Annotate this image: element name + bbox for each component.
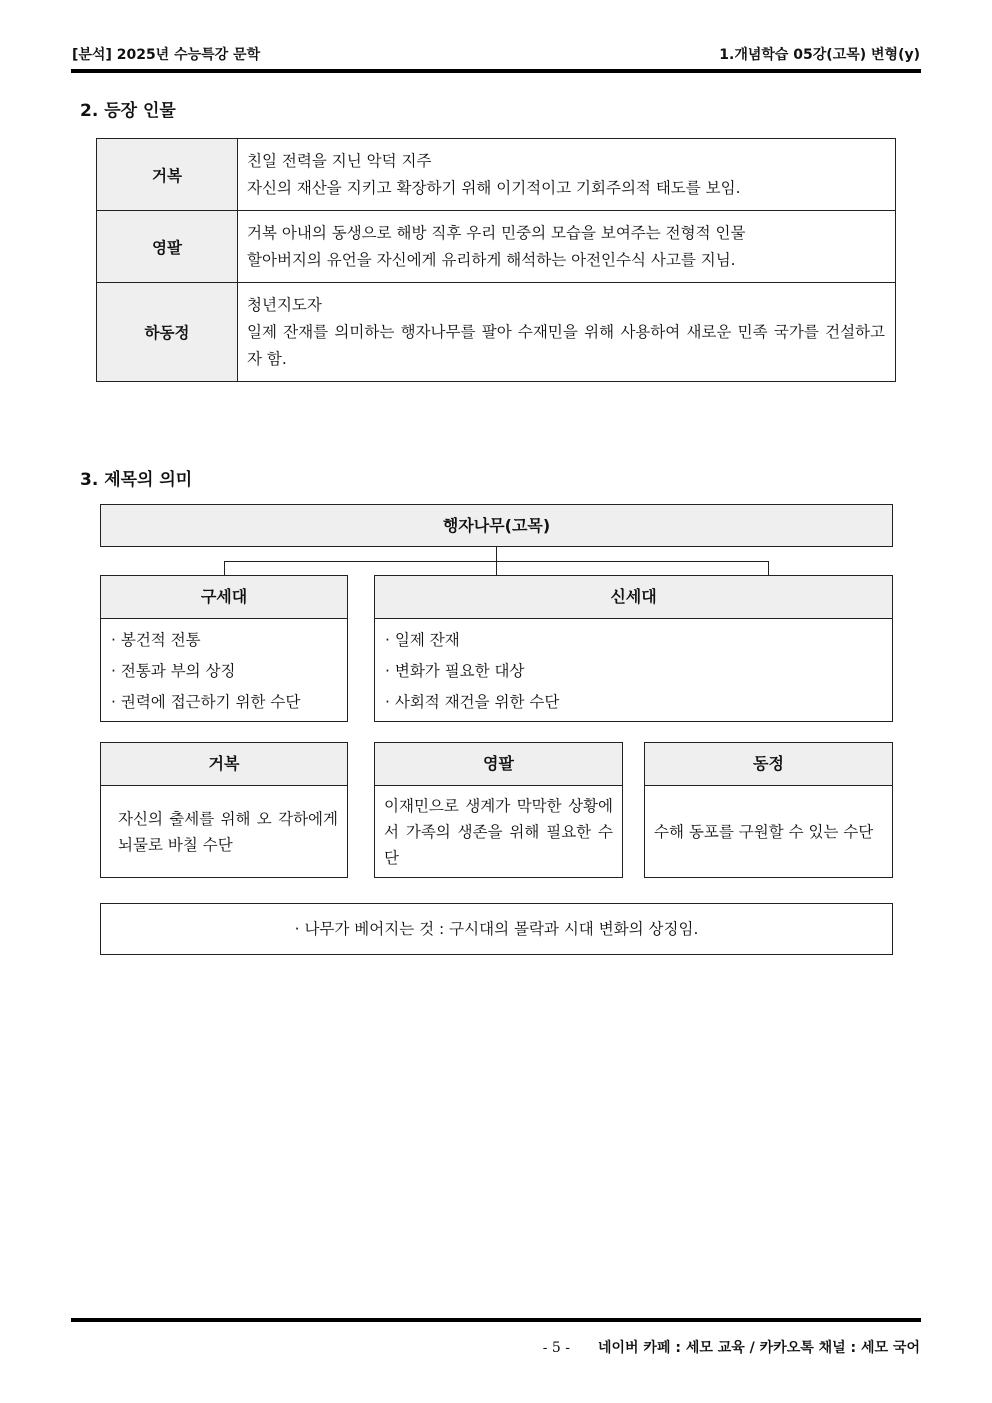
header-left-title: [분석] 2025년 수능특강 문학 <box>72 47 261 63</box>
table-row <box>97 211 896 283</box>
old-generation-title: 구세대 <box>101 576 347 619</box>
description-line: 친일 전력을 지닌 악덕 지주 <box>247 152 432 170</box>
person-box-dongjeong <box>644 742 893 878</box>
footer-text: 네이버 카페 : 세모 교육 / 카카오톡 채널 : 세모 국어 <box>597 1340 920 1356</box>
connector-line <box>496 547 497 562</box>
section-title-characters: 2. 등장 인물 <box>80 101 176 121</box>
person-text: 수해 동포를 구원할 수 있는 수단 <box>654 822 874 841</box>
character-name: 하동정 <box>97 283 238 382</box>
description-line: 청년지도자 <box>247 296 322 314</box>
characters-table <box>96 138 896 382</box>
character-description <box>238 211 896 283</box>
new-generation-list <box>375 619 892 724</box>
person-content <box>101 786 347 877</box>
list-item: · 사회적 재건을 위한 수단 <box>385 693 560 711</box>
person-box-geobok <box>100 742 348 878</box>
person-text: 자신의 출세를 위해 오 각하에게 뇌물로 바칠 수단 <box>118 809 338 854</box>
description-line: 할아버지의 유언을 자신에게 유리하게 해석하는 아전인수식 사고를 지님. <box>247 251 736 269</box>
old-generation-list <box>101 619 347 724</box>
list-item: · 전통과 부의 상징 <box>111 662 236 680</box>
footer-rule <box>71 1318 921 1322</box>
connector-line <box>768 561 769 575</box>
section-title-meaning: 3. 제목의 의미 <box>80 470 193 490</box>
list-item: · 변화가 필요한 대상 <box>385 662 525 680</box>
table-row <box>97 139 896 211</box>
conclusion-box: · 나무가 베어지는 것 : 구시대의 몰락과 시대 변화의 상징임. <box>100 903 893 955</box>
connector-line <box>224 561 225 575</box>
character-description <box>238 139 896 211</box>
list-item: · 권력에 접근하기 위한 수단 <box>111 693 301 711</box>
header-right-title: 1.개념학습 05강(고목) 변형(y) <box>719 47 920 63</box>
connector-line <box>496 561 497 575</box>
character-description <box>238 283 896 382</box>
person-title: 거복 <box>101 743 347 786</box>
footer <box>543 1337 920 1357</box>
list-item: · 일제 잔재 <box>385 631 460 649</box>
person-title: 동정 <box>645 743 892 786</box>
description-line: 거복 아내의 동생으로 해방 직후 우리 민중의 모습을 보여주는 전형적 인물 <box>247 224 746 242</box>
character-name: 영팔 <box>97 211 238 283</box>
new-generation-box <box>374 575 893 722</box>
new-generation-title: 신세대 <box>375 576 892 619</box>
table-row <box>97 283 896 382</box>
person-content <box>375 786 622 877</box>
person-title: 영팔 <box>375 743 622 786</box>
old-generation-box <box>100 575 348 722</box>
description-line: 일제 잔재를 의미하는 행자나무를 팔아 수재민을 위해 사용하여 새로운 민족 국가를 건설하고자 함. <box>247 323 885 368</box>
description-line: 자신의 재산을 지키고 확장하기 위해 이기적이고 기회주의적 태도를 보임. <box>247 179 741 197</box>
header-rule <box>71 69 921 73</box>
page-number: - 5 - <box>542 1340 570 1356</box>
root-concept-box: 행자나무(고목) <box>100 504 893 547</box>
character-name: 거복 <box>97 139 238 211</box>
person-box-yeongpal <box>374 742 623 878</box>
list-item: · 봉건적 전통 <box>111 631 201 649</box>
person-content <box>645 786 892 877</box>
person-text: 이재민으로 생계가 막막한 상황에서 가족의 생존을 위해 필요한 수단 <box>384 796 613 867</box>
